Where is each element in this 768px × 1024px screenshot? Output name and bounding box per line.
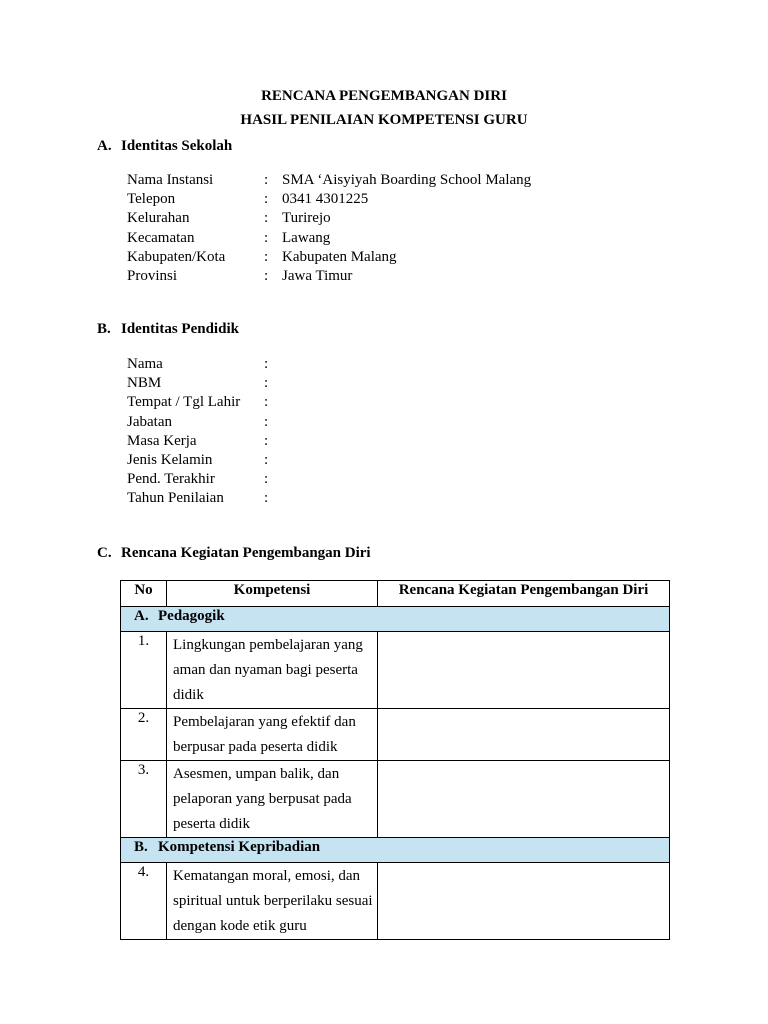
field-colon: : [264,172,269,188]
field-value: 0341 4301225 [282,191,369,208]
section-b-title: Identitas Pendidik [121,321,239,337]
group-letter: A. [134,608,149,624]
field-label: Nama Instansi [127,172,214,188]
field-colon: : [264,490,269,507]
table-row [121,761,670,838]
field-label: Nama [127,356,163,372]
row-kompetensi: Pembelajaran yang efektif dan berpusar pada peserta didik [167,709,378,761]
section-b-heading [97,321,239,338]
field-colon: : [264,471,269,488]
field-label: Telepon [127,191,176,208]
table-group-row [121,838,670,863]
section-a-title: Identitas Sekolah [121,138,233,154]
table-row [121,863,670,940]
document-title: RENCANA PENGEMBANGAN DIRI [261,88,507,104]
section-c-heading [97,545,371,562]
header-rencana: Rencana Kegiatan Pengembangan Diri [378,581,670,607]
section-a-letter: A. [97,138,112,154]
field-label: Kecamatan [127,229,195,246]
row-kompetensi: Kematangan moral, emosi, dan spiritual untuk berperilaku sesuai dengan kode etik guru [167,863,378,940]
field-colon: : [264,452,269,468]
field-label: Tempat / Tgl Lahir [127,394,241,411]
field-colon: : [264,356,269,372]
group-letter: B. [134,839,148,855]
field-label: Kelurahan [127,210,190,227]
field-colon: : [264,229,269,246]
section-b-letter: B. [97,321,111,337]
group-heading [121,838,670,863]
row-number: 2. [121,709,167,761]
field-colon: : [264,248,269,265]
field-label: NBM [127,375,162,392]
field-colon: : [264,210,269,227]
field-value: Turirejo [282,210,331,227]
header-kompetensi: Kompetensi [167,581,378,607]
field-colon: : [264,432,269,449]
field-colon: : [264,394,269,411]
row-rencana [378,863,670,940]
field-label: Provinsi [127,268,178,284]
field-colon: : [264,375,269,392]
row-rencana [378,632,670,709]
table-group-row [121,607,670,632]
row-number: 3. [121,761,167,838]
field-label: Masa Kerja [127,432,197,449]
field-label: Jenis Kelamin [127,452,213,468]
row-number: 4. [121,863,167,940]
field-colon: : [264,191,269,208]
field-label: Kabupaten/Kota [127,248,226,265]
field-value: SMA ‘Aisyiyah Boarding School Malang [282,172,532,188]
field-value: Kabupaten Malang [282,248,397,265]
group-name: Pedagogik [158,608,225,624]
row-rencana [378,709,670,761]
field-value: Lawang [282,229,331,246]
row-kompetensi: Asesmen, umpan balik, dan pelaporan yang berpusat pada peserta didik [167,761,378,838]
table-row [121,632,670,709]
field-label: Tahun Penilaian [127,490,224,507]
development-plan-table [120,580,670,940]
document-subtitle: HASIL PENILAIAN KOMPETENSI GURU [240,112,528,128]
group-name: Kompetensi Kepribadian [158,839,321,855]
field-value: Jawa Timur [282,268,353,284]
row-rencana [378,761,670,838]
field-label: Pend. Terakhir [127,471,215,488]
section-c-letter: C. [97,545,112,561]
section-c-title: Rencana Kegiatan Pengembangan Diri [121,545,371,561]
field-colon: : [264,413,269,430]
header-no: No [121,581,167,607]
section-a-heading [97,138,232,155]
table-header-row [121,581,670,607]
row-number: 1. [121,632,167,709]
field-colon: : [264,268,269,284]
row-kompetensi: Lingkungan pembelajaran yang aman dan nyaman bagi peserta didik [167,632,378,709]
table-row [121,709,670,761]
field-label: Jabatan [127,413,172,430]
group-heading [121,607,670,632]
